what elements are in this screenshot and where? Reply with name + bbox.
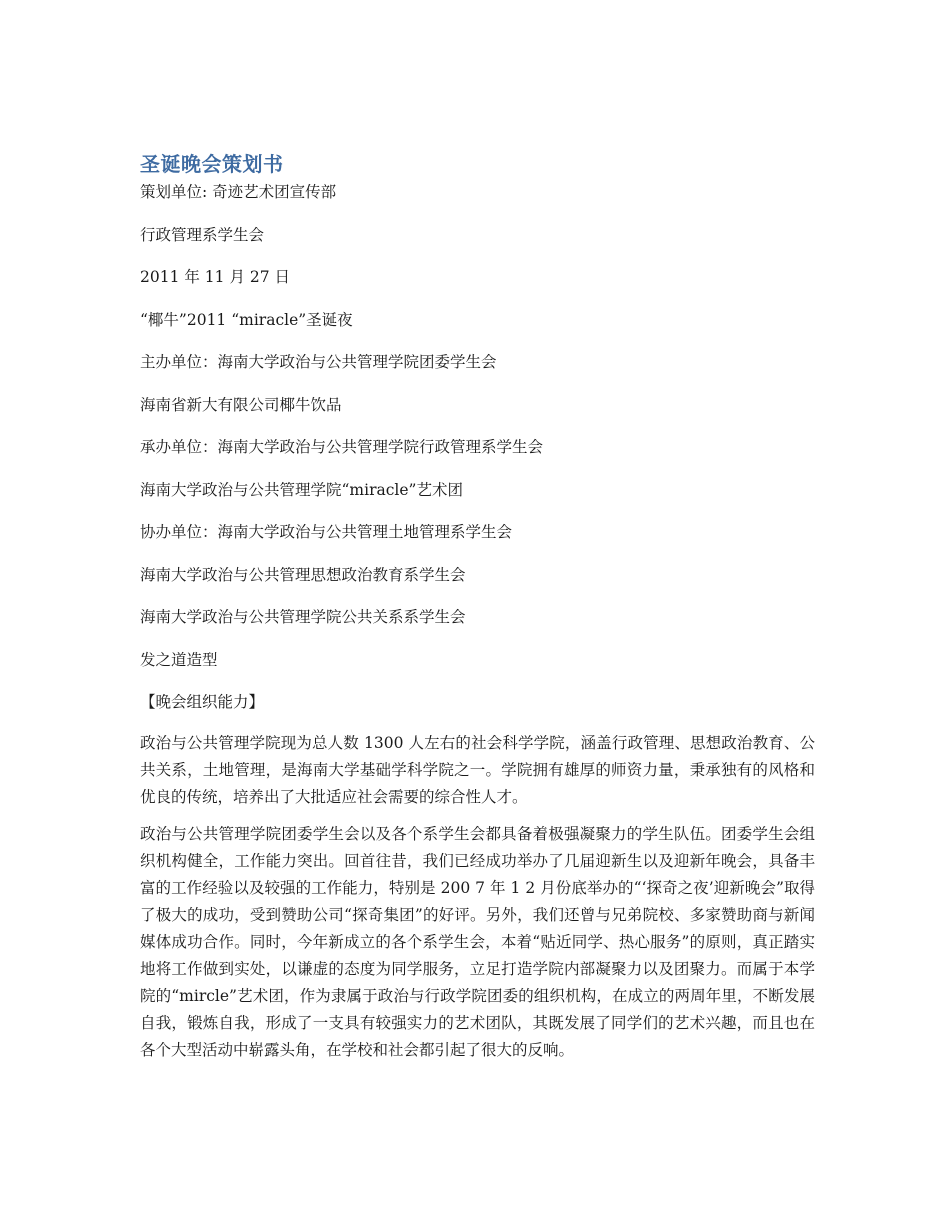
co-organizer-line-3: 海南大学政治与公共管理学院公共关系系学生会 (140, 608, 466, 626)
body-paragraph-2: 政治与公共管理学院团委学生会以及各个系学生会都具备着极强凝聚力的学生队伍。团委学生会组织机构健全，工作能力突出。回首往昔，我们已经成功举办了几届迎新生以及迎新年晚会，具备丰富的工作经验以及较强的工作能力，特别是 200 7 年 1 2 月份底举办的“‘探奇之夜’迎新晚会”取得了极大的成功，受到赞助公司“探奇集团”的好评。另外，我们还曾与兄弟院校、多家赞助商与新闻媒体成功合作。同时，今年新成立的各个系学生会，本着“贴近同学、热心服务”的原则，真正踏实地将工作做到实处，以谦虚的态度为同学服务，立足打造学院内部凝聚力以及团聚力。而属于本学院的“mircle”艺术团，作为隶属于政治与行政学院团委的组织机构，在成立的两周年里，不断发展自我，锻炼自我，形成了一支具有较强实力的艺术团队，其既发展了同学们的艺术兴趣，而且也在各个大型活动中崭露头角，在学校和社会都引起了很大的反响。 (140, 825, 815, 1059)
document-title: 圣诞晚会策划书 (140, 152, 284, 176)
co-organizer-line-2: 海南大学政治与公共管理思想政治教育系学生会 (140, 565, 466, 584)
body-paragraph-1: 政治与公共管理学院现为总人数 1300 人左右的社会科学学院，涵盖行政管理、思想政治教育、公共关系，土地管理，是海南大学基础学科学院之一。学院拥有雄厚的师资力量，秉承独有的风格和优良的传统，培养出了大批适应社会需要的综合性人才。 (140, 734, 815, 806)
host-unit-line: 主办单位：海南大学政治与公共管理学院团委学生会 (140, 353, 497, 371)
co-organizer-line: 协办单位：海南大学政治与公共管理土地管理系学生会 (140, 523, 513, 541)
section-heading: 【晚会组织能力】 (140, 693, 265, 711)
organizer-line-2: 海南大学政治与公共管理学院“miracle”艺术团 (140, 480, 463, 499)
organizer-line: 承办单位：海南大学政治与公共管理学院行政管理系学生会 (140, 438, 544, 456)
sponsor-line: 发之道造型 (140, 650, 218, 669)
planning-unit-line: 策划单位: 奇迹艺术团宣传部 (140, 183, 337, 201)
document-page (140, 150, 815, 1074)
date-line: 2011 年 11 月 27 日 (140, 268, 291, 286)
host-unit-line-2: 海南省新大有限公司椰牛饮品 (140, 395, 342, 414)
planning-unit-line-2: 行政管理系学生会 (140, 225, 265, 244)
event-name-line: “椰牛”2011 “miracle”圣诞夜 (140, 310, 353, 329)
